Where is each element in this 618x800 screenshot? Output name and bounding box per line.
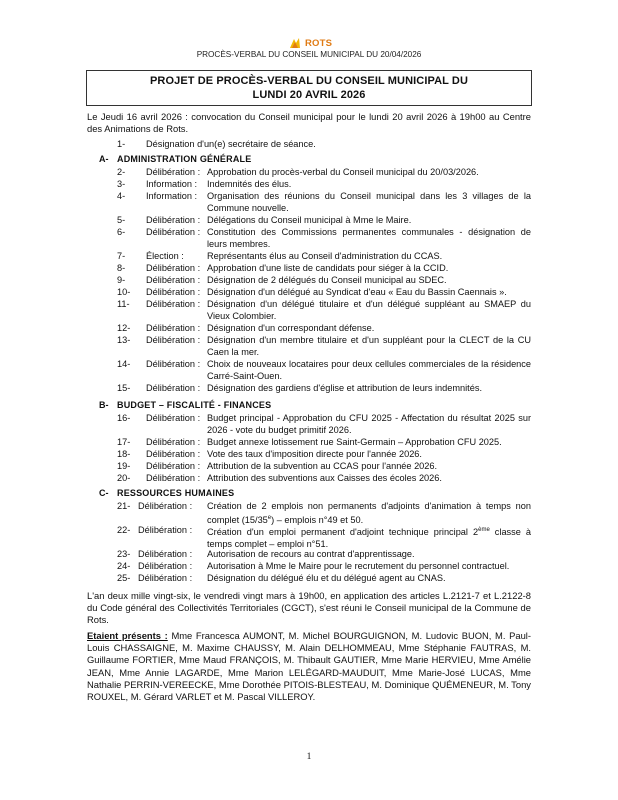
item-type: Délibération : — [146, 335, 201, 345]
convocation-paragraph: Le Jeudi 16 avril 2026 : convocation du Conseil municipal pour le lundi 20 avril 2026 à 19h00 au Centre des Animations de Rots. — [87, 111, 531, 135]
item-number: 18- — [117, 449, 131, 459]
item-type: Délibération : — [146, 359, 201, 369]
item-text: Constitution des Commissions permanentes communales - désignation de leurs membres. — [207, 227, 531, 250]
item-number: 25- — [117, 573, 131, 583]
item-text: Désignation d'un correspondant défense. — [207, 323, 375, 333]
item-number: 9- — [117, 275, 126, 285]
item-number: 7- — [117, 251, 126, 261]
item-text: Désignation d'un(e) secrétaire de séance. — [146, 139, 316, 149]
item-number: 17- — [117, 437, 131, 447]
item-type: Délibération : — [138, 561, 193, 571]
item-number: 8- — [117, 263, 126, 273]
page-number: 1 — [306, 752, 312, 762]
item-text: Désignation des gardiens d'église et attribution de leurs indemnités. — [207, 383, 482, 393]
item-type: Délibération : — [146, 383, 201, 393]
item-type: Délibération : — [146, 413, 201, 423]
item-number: 14- — [117, 359, 131, 369]
item-type: Délibération : — [146, 323, 201, 333]
section-letter: A- — [99, 154, 109, 164]
item-text: Indemnités des élus. — [207, 179, 292, 189]
item-type: Délibération : — [146, 275, 201, 285]
rots-logo-icon — [288, 36, 302, 50]
item-type: Délibération : — [146, 461, 201, 471]
item-number: 13- — [117, 335, 131, 345]
section-title: ADMINISTRATION GÉNÉRALE — [117, 154, 252, 164]
item-number: 16- — [117, 413, 131, 423]
item-text: Approbation d'une liste de candidats pour siéger à la CCID. — [207, 263, 449, 273]
document-title-box — [86, 70, 532, 106]
item-type: Délibération : — [146, 449, 201, 459]
item-text: Désignation d'un délégué au Syndicat d'eau « Eau du Bassin Caennais ». — [207, 287, 507, 297]
item-text: Désignation d'un délégué titulaire et d'un délégué suppléant au SMAEP du Vieux Colombier. — [207, 299, 531, 322]
item-number: 5- — [117, 215, 126, 225]
section-title: RESSOURCES HUMAINES — [117, 488, 235, 498]
item-text: Attribution de la subvention au CCAS pour l'année 2026. — [207, 461, 438, 471]
title-line-1: PROJET DE PROCÈS-VERBAL DU CONSEIL MUNICIPAL DU — [149, 75, 469, 87]
running-title: PROCÈS-VERBAL DU CONSEIL MUNICIPAL DU 20/04/2026 — [196, 50, 422, 59]
item-text: Délégations du Conseil municipal à Mme le Maire. — [207, 215, 412, 225]
logo-text: ROTS — [305, 37, 333, 49]
item-text: Budget principal - Approbation du CFU 2025 - Affectation du résultat 2025 sur 2026 - vote du budget primitif 2026. — [207, 413, 531, 436]
meeting-paragraph: L'an deux mille vingt-six, le vendredi vingt mars à 19h00, en application des articles L.2121-7 et L.2122-8 du Code général des Collectivités Territoriales (CGCT), s'est réuni le Conseil municipal de la Commune de Rots. — [87, 590, 531, 626]
item-number: 1- — [117, 139, 126, 149]
attendance-paragraph — [87, 630, 531, 703]
section-letter: B- — [99, 400, 109, 410]
item-text: Approbation du procès-verbal du Conseil municipal du 20/03/2026. — [207, 167, 479, 177]
item-text: Création d'un emploi permanent d'adjoint technique principal 2ème classe à temps complet – emploi n°51. — [207, 527, 531, 550]
item-text: Attribution des subventions aux Caisses des écoles 2026. — [207, 473, 442, 483]
item-text: Choix de nouveaux locataires pour deux cellules commerciales de la résidence Carré-Saint-Ouen. — [207, 359, 531, 382]
item-type: Délibération : — [146, 473, 201, 483]
item-number: 20- — [117, 473, 131, 483]
item-text: Autorisation à Mme le Maire pour le recrutement du personnel contractuel. — [207, 561, 510, 571]
item-type: Délibération : — [146, 167, 201, 177]
item-text: Désignation du délégué élu et du délégué agent au CNAS. — [207, 573, 446, 583]
section-letter: C- — [99, 488, 109, 498]
item-number: 15- — [117, 383, 131, 393]
item-text: Organisation des réunions du Conseil municipal dans les 3 villages de la Commune nouvelle. — [207, 191, 531, 214]
item-number: 23- — [117, 549, 131, 559]
item-number: 6- — [117, 227, 126, 237]
section-title: BUDGET – FISCALITÉ - FINANCES — [117, 400, 272, 410]
item-type: Délibération : — [138, 549, 193, 559]
item-type: Délibération : — [138, 501, 193, 511]
item-type: Délibération : — [146, 215, 201, 225]
item-text: Création de 2 emplois non permanents d'adjoints d'animation à temps non complet (15/35e) – emplois n°49 et 50. — [207, 501, 531, 526]
item-text: Budget annexe lotissement rue Saint-Germain – Approbation CFU 2025. — [207, 437, 502, 447]
item-text: Autorisation de recours au contrat d'apprentissage. — [207, 549, 415, 559]
item-type: Délibération : — [146, 227, 201, 237]
item-type: Délibération : — [138, 525, 193, 535]
present-label: Etaient présents : — [87, 630, 168, 641]
item-type: Information : — [146, 191, 198, 201]
item-number: 4- — [117, 191, 126, 201]
item-number: 10- — [117, 287, 131, 297]
item-type: Élection : — [146, 251, 184, 261]
item-number: 3- — [117, 179, 126, 189]
item-number: 19- — [117, 461, 131, 471]
item-type: Délibération : — [146, 287, 201, 297]
item-text: Désignation d'un membre titulaire et d'un suppléant pour la CLECT de la CU Caen la mer. — [207, 335, 531, 358]
item-number: 12- — [117, 323, 131, 333]
item-number: 22- — [117, 525, 131, 535]
item-type: Délibération : — [146, 437, 201, 447]
agenda-item — [117, 138, 531, 151]
item-text: Vote des taux d'imposition directe pour l'année 2026. — [207, 449, 422, 459]
item-type: Information : — [146, 179, 198, 189]
item-type: Délibération : — [138, 573, 193, 583]
item-number: 24- — [117, 561, 131, 571]
item-number: 2- — [117, 167, 126, 177]
present-list: Mme Francesca AUMONT, M. Michel BOURGUIGNON, M. Ludovic BUON, M. Paul-Louis CHASSAIGNE, M. Maxime CHAUSSY, M. Alain DELHOMMEAU, Mme Stéphanie FAUTRAS, M. Guillaume FORTIER, Mme Maud FRANÇOIS, M. Thibault GAUTIER, Mme Marie HERVIEU, Mme Amélie JEAN, Mme Annie LAGARDE, Mme Marion LELÉGARD-MAUDUIT, Mme Marie-José LUCAS, Mme Nathalie PERRIN-VEREECKE, Mme Dorothée PITOIS-BLESTEAU, M. Dominique QUÉMENEUR, M. Tony ROUXEL, M. Gérard VARLET et M. Pascal VILLEROY. — [87, 630, 532, 703]
rots-logo — [288, 36, 332, 50]
title-line-2: LUNDI 20 AVRIL 2026 — [252, 89, 366, 101]
item-number: 21- — [117, 501, 131, 511]
item-type: Délibération : — [146, 263, 201, 273]
item-text: Désignation de 2 délégués du Conseil municipal au SDEC. — [207, 275, 447, 285]
item-number: 11- — [117, 299, 130, 309]
item-type: Délibération : — [146, 299, 201, 309]
item-text: Représentants élus au Conseil d'administration du CCAS. — [207, 251, 443, 261]
